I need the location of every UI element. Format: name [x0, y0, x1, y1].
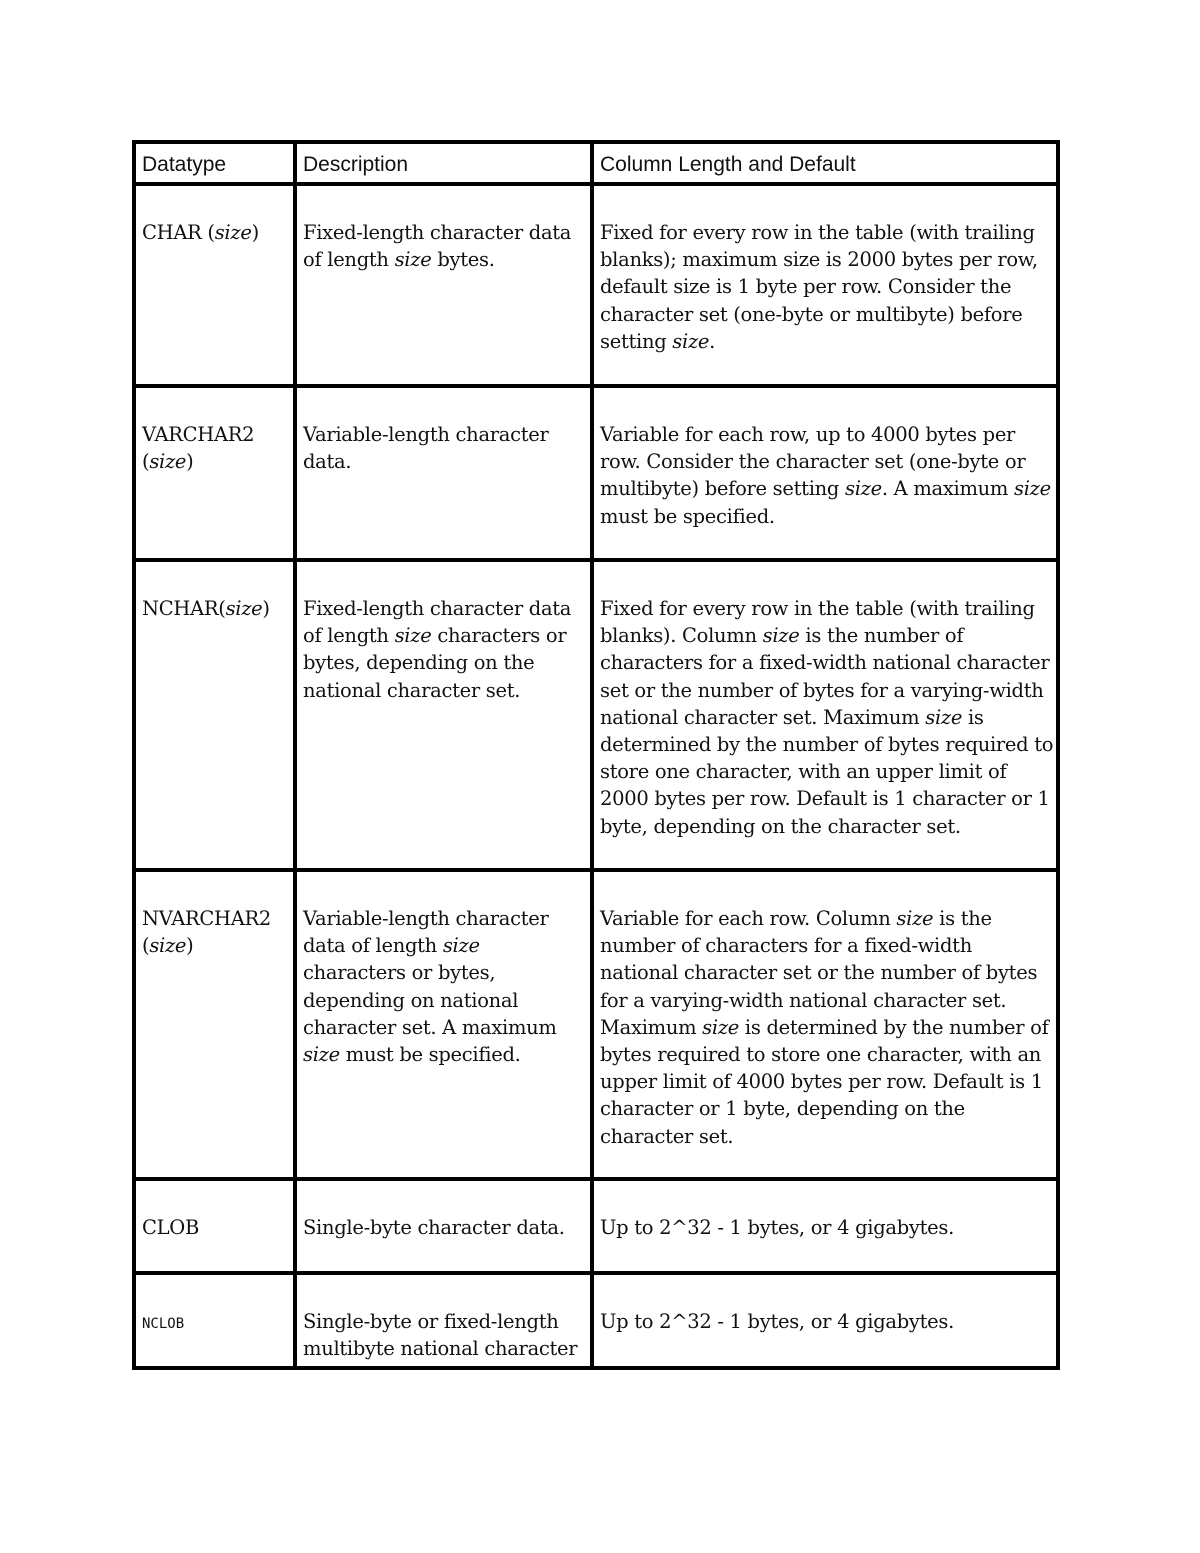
table-row: [134, 386, 1058, 560]
cell-datatype: NVARCHAR2 (size): [134, 870, 295, 1179]
cell-datatype: CHAR (size): [134, 184, 295, 386]
table-row: [134, 870, 1058, 1179]
cell-datatype: NCHAR(size): [134, 560, 295, 870]
datatype-table: [132, 140, 1060, 1370]
cell-default: Variable for each row, up to 4000 bytes per row. Consider the character set (one-byte or multibyte) before setting size. A maximum size must be specified.: [592, 386, 1058, 560]
cell-datatype: CLOB: [134, 1179, 295, 1273]
cell-description: Single-byte character data.: [295, 1179, 592, 1273]
cell-description: Variable-length character data of length size characters or bytes, depending on national character set. A maximum size must be specified.: [295, 870, 592, 1179]
cell-default: Fixed for every row in the table (with trailing blanks). Column size is the number of characters for a fixed-width national character set or the number of bytes for a varying-width national character set. Maximum size is determined by the number of bytes required to store one character, with an upper limit of 2000 bytes per row. Default is 1 character or 1 byte, depending on the character set.: [592, 560, 1058, 870]
table-row: [134, 1273, 1058, 1368]
cell-datatype: NCLOB: [134, 1273, 295, 1368]
cell-default: Up to 2^32 - 1 bytes, or 4 gigabytes.: [592, 1273, 1058, 1368]
table-row: [134, 184, 1058, 386]
cell-description: Fixed-length character data of length size bytes.: [295, 184, 592, 386]
cell-datatype: VARCHAR2 (size): [134, 386, 295, 560]
cell-description: Fixed-length character data of length size characters or bytes, depending on the national character set.: [295, 560, 592, 870]
cell-description: Variable-length character data.: [295, 386, 592, 560]
header-column-length-default: Column Length and Default: [592, 142, 1058, 184]
cell-default: Variable for each row. Column size is the number of characters for a fixed-width national character set or the number of bytes for a varying-width national character set. Maximum size is determined by the number of bytes required to store one character, with an upper limit of 4000 bytes per row. Default is 1 character or 1 byte, depending on the character set.: [592, 870, 1058, 1179]
header-description: Description: [295, 142, 592, 184]
cell-description: Single-byte or fixed-length multibyte national character: [295, 1273, 592, 1368]
table-header-row: [134, 142, 1058, 184]
cell-default: Up to 2^32 - 1 bytes, or 4 gigabytes.: [592, 1179, 1058, 1273]
table-row: [134, 560, 1058, 870]
table-row: [134, 1179, 1058, 1273]
header-datatype: Datatype: [134, 142, 295, 184]
cell-default: Fixed for every row in the table (with trailing blanks); maximum size is 2000 bytes per row, default size is 1 byte per row. Consider the character set (one-byte or multibyte) before setting size.: [592, 184, 1058, 386]
